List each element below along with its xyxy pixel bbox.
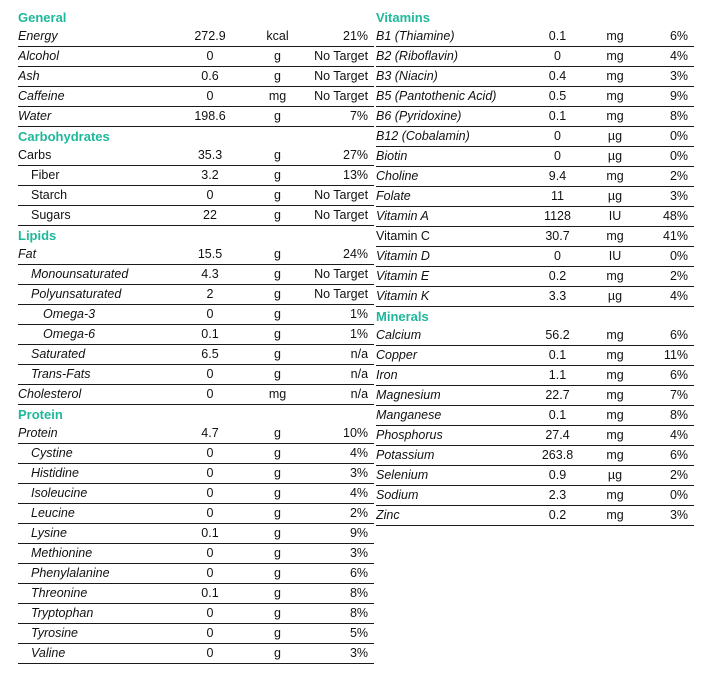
- nutrient-unit: µg: [594, 287, 636, 307]
- nutrient-row-iron: [376, 366, 694, 386]
- nutrient-percent: 6%: [636, 446, 694, 466]
- nutrient-name: Tryptophan: [18, 604, 170, 624]
- nutrient-name: Protein: [18, 424, 170, 444]
- nutrient-unit: µg: [594, 147, 636, 167]
- nutrient-unit: mg: [594, 446, 636, 466]
- nutrient-percent: 0%: [636, 486, 694, 506]
- nutrient-unit: g: [250, 424, 305, 444]
- nutrient-name: Monounsaturated: [18, 265, 170, 285]
- nutrient-unit: g: [250, 524, 305, 544]
- nutrient-row-ash: [18, 67, 374, 87]
- nutrient-percent: 0%: [636, 247, 694, 267]
- nutrient-value: 4.7: [170, 424, 250, 444]
- nutrient-name: Alcohol: [18, 47, 170, 67]
- nutrient-row-selenium: [376, 466, 694, 486]
- nutrient-row-vitamin-k: [376, 287, 694, 307]
- nutrient-percent: No Target: [305, 285, 374, 305]
- nutrient-value: 4.3: [170, 265, 250, 285]
- nutrient-percent: 6%: [636, 27, 694, 47]
- nutrient-percent: 7%: [636, 386, 694, 406]
- nutrient-row-calcium: [376, 326, 694, 346]
- nutrient-name: Biotin: [376, 147, 521, 167]
- nutrient-row-trans-fats: [18, 365, 374, 385]
- nutrient-percent: 41%: [636, 227, 694, 247]
- nutrient-percent: 1%: [305, 325, 374, 345]
- nutrient-row-b1-thiamine: [376, 27, 694, 47]
- nutrient-unit: IU: [594, 247, 636, 267]
- nutrient-unit: g: [250, 285, 305, 305]
- nutrient-row-phosphorus: [376, 426, 694, 446]
- nutrient-name: B2 (Riboflavin): [376, 47, 521, 67]
- nutrient-percent: 1%: [305, 305, 374, 325]
- nutrient-name: Fiber: [18, 166, 170, 186]
- nutrient-row-b3-niacin: [376, 67, 694, 87]
- nutrient-unit: g: [250, 584, 305, 604]
- nutrient-value: 2.3: [521, 486, 594, 506]
- nutrient-percent: n/a: [305, 365, 374, 385]
- nutrient-row-phenylalanine: [18, 564, 374, 584]
- nutrient-unit: g: [250, 624, 305, 644]
- nutrient-name: Calcium: [376, 326, 521, 346]
- nutrient-value: 15.5: [170, 245, 250, 265]
- nutrient-percent: No Target: [305, 206, 374, 226]
- nutrient-percent: 8%: [305, 584, 374, 604]
- nutrient-name: Starch: [18, 186, 170, 206]
- nutrient-row-potassium: [376, 446, 694, 466]
- nutrient-value: 0.9: [521, 466, 594, 486]
- nutrient-name: Caffeine: [18, 87, 170, 107]
- nutrient-name: B1 (Thiamine): [376, 27, 521, 47]
- nutrient-name: Sodium: [376, 486, 521, 506]
- nutrient-percent: 8%: [305, 604, 374, 624]
- nutrient-value: 0: [170, 484, 250, 504]
- nutrient-name: Trans-Fats: [18, 365, 170, 385]
- nutrient-value: 272.9: [170, 27, 250, 47]
- nutrient-value: 22: [170, 206, 250, 226]
- nutrient-unit: g: [250, 186, 305, 206]
- nutrient-row-threonine: [18, 584, 374, 604]
- nutrient-name: Ash: [18, 67, 170, 87]
- nutrient-value: 0.1: [521, 346, 594, 366]
- nutrient-name: Copper: [376, 346, 521, 366]
- nutrient-unit: g: [250, 484, 305, 504]
- nutrient-name: Zinc: [376, 506, 521, 526]
- nutrient-percent: n/a: [305, 385, 374, 405]
- nutrient-value: 35.3: [170, 146, 250, 166]
- section-header-vitamins: [376, 8, 694, 27]
- nutrient-row-leucine: [18, 504, 374, 524]
- nutrient-value: 0: [170, 544, 250, 564]
- nutrient-name: Folate: [376, 187, 521, 207]
- nutrition-table-left: [18, 8, 374, 664]
- section-title: Carbohydrates: [18, 129, 110, 145]
- section-title: Vitamins: [376, 10, 430, 26]
- nutrient-value: 3.3: [521, 287, 594, 307]
- nutrient-name: Energy: [18, 27, 170, 47]
- nutrient-percent: 3%: [636, 506, 694, 526]
- nutrient-percent: 3%: [636, 67, 694, 87]
- nutrient-value: 6.5: [170, 345, 250, 365]
- nutrient-name: Methionine: [18, 544, 170, 564]
- nutrient-percent: 27%: [305, 146, 374, 166]
- nutrient-unit: IU: [594, 207, 636, 227]
- nutrient-name: Threonine: [18, 584, 170, 604]
- nutrient-unit: mg: [594, 67, 636, 87]
- nutrient-percent: 3%: [305, 644, 374, 664]
- nutrient-row-alcohol: [18, 47, 374, 67]
- nutrient-name: Histidine: [18, 464, 170, 484]
- nutrient-unit: g: [250, 325, 305, 345]
- nutrient-row-b2-riboflavin: [376, 47, 694, 67]
- nutrient-name: Cystine: [18, 444, 170, 464]
- nutrient-value: 0.2: [521, 506, 594, 526]
- section-title: Minerals: [376, 309, 429, 325]
- nutrient-unit: g: [250, 365, 305, 385]
- nutrient-value: 0: [170, 624, 250, 644]
- section-header-minerals: [376, 307, 694, 327]
- nutrient-name: Omega-6: [18, 325, 170, 345]
- nutrient-value: 0: [170, 464, 250, 484]
- nutrient-unit: mg: [594, 366, 636, 386]
- nutrient-unit: mg: [250, 87, 305, 107]
- nutrient-unit: µg: [594, 187, 636, 207]
- nutrient-unit: g: [250, 206, 305, 226]
- nutrient-percent: 7%: [305, 107, 374, 127]
- nutrient-percent: 8%: [636, 107, 694, 127]
- nutrient-row-sodium: [376, 486, 694, 506]
- nutrient-row-vitamin-e: [376, 267, 694, 287]
- nutrient-percent: 0%: [636, 147, 694, 167]
- nutrition-table-right: [376, 8, 694, 526]
- nutrient-unit: mg: [594, 346, 636, 366]
- nutrient-name: Vitamin C: [376, 227, 521, 247]
- nutrient-name: Isoleucine: [18, 484, 170, 504]
- nutrient-unit: g: [250, 146, 305, 166]
- nutrient-name: Sugars: [18, 206, 170, 226]
- nutrient-name: B6 (Pyridoxine): [376, 107, 521, 127]
- nutrient-name: Selenium: [376, 466, 521, 486]
- section-header-protein: [18, 405, 374, 425]
- nutrient-row-polyunsaturated: [18, 285, 374, 305]
- nutrient-unit: g: [250, 444, 305, 464]
- nutrient-percent: 8%: [636, 406, 694, 426]
- nutrient-row-starch: [18, 186, 374, 206]
- nutrient-row-cystine: [18, 444, 374, 464]
- nutrient-row-vitamin-a: [376, 207, 694, 227]
- nutrient-value: 22.7: [521, 386, 594, 406]
- nutrient-row-tyrosine: [18, 624, 374, 644]
- nutrient-unit: mg: [594, 167, 636, 187]
- nutrient-percent: 2%: [636, 267, 694, 287]
- nutrient-value: 3.2: [170, 166, 250, 186]
- nutrient-row-zinc: [376, 506, 694, 526]
- nutrient-value: 0: [170, 305, 250, 325]
- nutrient-percent: 21%: [305, 27, 374, 47]
- nutrient-unit: mg: [594, 406, 636, 426]
- nutrient-row-cholesterol: [18, 385, 374, 405]
- nutrient-unit: kcal: [250, 27, 305, 47]
- nutrient-row-tryptophan: [18, 604, 374, 624]
- nutrient-name: Vitamin A: [376, 207, 521, 227]
- nutrient-value: 1.1: [521, 366, 594, 386]
- nutrient-unit: g: [250, 245, 305, 265]
- nutrient-percent: 24%: [305, 245, 374, 265]
- nutrient-unit: g: [250, 345, 305, 365]
- nutrient-row-choline: [376, 167, 694, 187]
- nutrient-row-valine: [18, 644, 374, 664]
- nutrient-row-biotin: [376, 147, 694, 167]
- nutrient-value: 0.1: [170, 524, 250, 544]
- nutrient-value: 0: [170, 564, 250, 584]
- nutrient-row-omega-6: [18, 325, 374, 345]
- nutrient-percent: No Target: [305, 87, 374, 107]
- nutrient-unit: mg: [594, 486, 636, 506]
- nutrient-percent: 6%: [636, 366, 694, 386]
- nutrient-row-histidine: [18, 464, 374, 484]
- nutrient-row-fiber: [18, 166, 374, 186]
- nutrient-name: Vitamin E: [376, 267, 521, 287]
- nutrient-value: 9.4: [521, 167, 594, 187]
- nutrient-value: 0: [170, 365, 250, 385]
- nutrient-row-vitamin-d: [376, 247, 694, 267]
- nutrient-name: Leucine: [18, 504, 170, 524]
- nutrient-unit: µg: [594, 127, 636, 147]
- nutrient-name: Carbs: [18, 146, 170, 166]
- nutrient-row-b12-cobalamin: [376, 127, 694, 147]
- nutrient-value: 0: [521, 147, 594, 167]
- nutrient-value: 0: [170, 604, 250, 624]
- nutrient-row-b6-pyridoxine: [376, 107, 694, 127]
- nutrient-row-vitamin-c: [376, 227, 694, 247]
- nutrient-row-monounsaturated: [18, 265, 374, 285]
- nutrient-unit: mg: [594, 47, 636, 67]
- nutrient-percent: 9%: [305, 524, 374, 544]
- nutrient-percent: 4%: [305, 444, 374, 464]
- nutrient-name: Choline: [376, 167, 521, 187]
- nutrient-unit: g: [250, 464, 305, 484]
- nutrient-row-water: [18, 107, 374, 127]
- nutrient-unit: g: [250, 67, 305, 87]
- nutrient-percent: No Target: [305, 47, 374, 67]
- nutrient-name: Omega-3: [18, 305, 170, 325]
- section-header-lipids: [18, 226, 374, 246]
- nutrient-row-b5-pantothenic-acid: [376, 87, 694, 107]
- nutrient-name: Vitamin D: [376, 247, 521, 267]
- nutrient-name: Phenylalanine: [18, 564, 170, 584]
- nutrient-unit: g: [250, 644, 305, 664]
- nutrient-percent: 11%: [636, 346, 694, 366]
- nutrient-value: 56.2: [521, 326, 594, 346]
- nutrient-value: 0.1: [170, 325, 250, 345]
- nutrient-unit: mg: [594, 386, 636, 406]
- nutrient-percent: 13%: [305, 166, 374, 186]
- nutrient-value: 0: [170, 385, 250, 405]
- nutrient-value: 30.7: [521, 227, 594, 247]
- nutrient-value: 0.1: [170, 584, 250, 604]
- nutrient-value: 0.1: [521, 27, 594, 47]
- nutrient-percent: 2%: [636, 167, 694, 187]
- nutrient-unit: mg: [594, 87, 636, 107]
- nutrient-name: Valine: [18, 644, 170, 664]
- nutrient-row-energy: [18, 27, 374, 47]
- section-title: General: [18, 10, 67, 26]
- nutrient-row-manganese: [376, 406, 694, 426]
- nutrient-value: 0: [170, 87, 250, 107]
- nutrient-name: B5 (Pantothenic Acid): [376, 87, 521, 107]
- nutrient-row-copper: [376, 346, 694, 366]
- nutrient-name: Water: [18, 107, 170, 127]
- nutrient-value: 1128: [521, 207, 594, 227]
- nutrient-percent: 4%: [636, 426, 694, 446]
- nutrient-name: Polyunsaturated: [18, 285, 170, 305]
- nutrient-row-caffeine: [18, 87, 374, 107]
- nutrient-percent: 6%: [305, 564, 374, 584]
- nutrient-name: Lysine: [18, 524, 170, 544]
- nutrient-value: 0: [521, 127, 594, 147]
- nutrient-value: 0.1: [521, 107, 594, 127]
- nutrient-percent: No Target: [305, 265, 374, 285]
- nutrient-percent: 5%: [305, 624, 374, 644]
- nutrient-unit: g: [250, 47, 305, 67]
- nutrient-value: 0: [170, 444, 250, 464]
- nutrient-row-fat: [18, 245, 374, 265]
- nutrient-row-carbs: [18, 146, 374, 166]
- nutrient-value: 0: [170, 47, 250, 67]
- nutrient-unit: g: [250, 166, 305, 186]
- nutrient-percent: 0%: [636, 127, 694, 147]
- nutrient-row-lysine: [18, 524, 374, 544]
- nutrient-unit: mg: [594, 326, 636, 346]
- nutrient-percent: 4%: [636, 47, 694, 67]
- section-header-carbohydrates: [18, 127, 374, 147]
- nutrient-unit: mg: [594, 27, 636, 47]
- nutrient-value: 0: [170, 186, 250, 206]
- nutrient-percent: 10%: [305, 424, 374, 444]
- nutrient-value: 263.8: [521, 446, 594, 466]
- nutrient-unit: g: [250, 305, 305, 325]
- nutrient-row-isoleucine: [18, 484, 374, 504]
- nutrient-percent: 3%: [305, 544, 374, 564]
- nutrient-unit: mg: [594, 506, 636, 526]
- nutrient-name: B3 (Niacin): [376, 67, 521, 87]
- section-title: Lipids: [18, 228, 57, 244]
- nutrient-row-sugars: [18, 206, 374, 226]
- nutrient-percent: 2%: [305, 504, 374, 524]
- nutrient-value: 0.2: [521, 267, 594, 287]
- nutrient-value: 0.5: [521, 87, 594, 107]
- nutrient-value: 11: [521, 187, 594, 207]
- nutrient-value: 0: [170, 644, 250, 664]
- nutrient-percent: n/a: [305, 345, 374, 365]
- nutrient-value: 0: [521, 47, 594, 67]
- nutrient-row-protein: [18, 424, 374, 444]
- nutrient-name: Tyrosine: [18, 624, 170, 644]
- nutrient-percent: No Target: [305, 186, 374, 206]
- nutrient-unit: mg: [594, 267, 636, 287]
- nutrient-percent: 6%: [636, 326, 694, 346]
- nutrient-name: Iron: [376, 366, 521, 386]
- nutrient-unit: g: [250, 604, 305, 624]
- nutrient-name: Saturated: [18, 345, 170, 365]
- nutrient-unit: g: [250, 564, 305, 584]
- nutrient-unit: g: [250, 504, 305, 524]
- nutrient-unit: mg: [594, 426, 636, 446]
- nutrient-name: Cholesterol: [18, 385, 170, 405]
- nutrient-name: Potassium: [376, 446, 521, 466]
- nutrient-unit: mg: [594, 227, 636, 247]
- nutrient-percent: 4%: [305, 484, 374, 504]
- nutrient-value: 0: [170, 504, 250, 524]
- nutrient-row-omega-3: [18, 305, 374, 325]
- nutrient-name: Fat: [18, 245, 170, 265]
- nutrient-name: Vitamin K: [376, 287, 521, 307]
- nutrient-row-methionine: [18, 544, 374, 564]
- nutrient-row-saturated: [18, 345, 374, 365]
- nutrient-value: 198.6: [170, 107, 250, 127]
- nutrient-unit: mg: [250, 385, 305, 405]
- nutrient-percent: 9%: [636, 87, 694, 107]
- nutrient-unit: mg: [594, 107, 636, 127]
- nutrient-value: 0.1: [521, 406, 594, 426]
- nutrient-value: 0.6: [170, 67, 250, 87]
- nutrient-percent: 3%: [636, 187, 694, 207]
- nutrient-value: 27.4: [521, 426, 594, 446]
- nutrient-name: B12 (Cobalamin): [376, 127, 521, 147]
- section-title: Protein: [18, 407, 63, 423]
- nutrient-row-magnesium: [376, 386, 694, 406]
- nutrient-percent: No Target: [305, 67, 374, 87]
- nutrient-name: Magnesium: [376, 386, 521, 406]
- nutrient-name: Manganese: [376, 406, 521, 426]
- nutrient-percent: 48%: [636, 207, 694, 227]
- nutrient-value: 2: [170, 285, 250, 305]
- nutrient-percent: 2%: [636, 466, 694, 486]
- nutrient-unit: g: [250, 107, 305, 127]
- nutrient-value: 0.4: [521, 67, 594, 87]
- section-header-general: [18, 8, 374, 27]
- nutrient-unit: g: [250, 544, 305, 564]
- nutrient-name: Phosphorus: [376, 426, 521, 446]
- nutrient-value: 0: [521, 247, 594, 267]
- nutrient-unit: µg: [594, 466, 636, 486]
- nutrient-percent: 3%: [305, 464, 374, 484]
- nutrient-percent: 4%: [636, 287, 694, 307]
- nutrient-unit: g: [250, 265, 305, 285]
- nutrient-row-folate: [376, 187, 694, 207]
